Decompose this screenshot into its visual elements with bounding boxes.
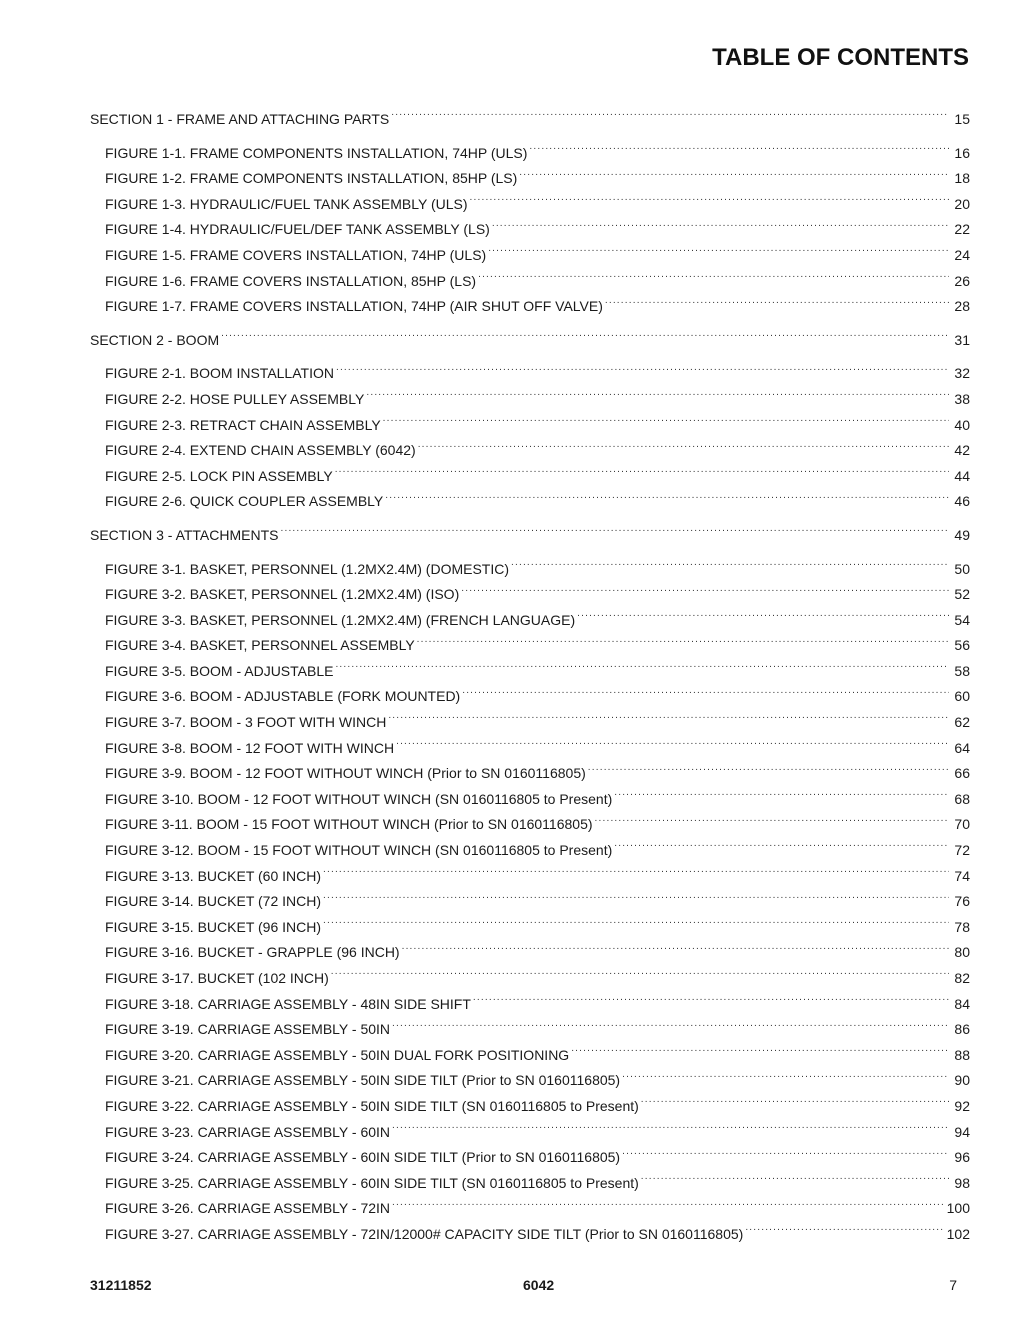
toc-entry-label: FIGURE 1-1. FRAME COMPONENTS INSTALLATION, 74HP (ULS) xyxy=(105,144,528,161)
toc-entry-label: FIGURE 3-7. BOOM - 3 FOOT WITH WINCH xyxy=(105,714,387,731)
toc-entry-label: FIGURE 2-1. BOOM INSTALLATION xyxy=(105,365,334,382)
toc-figure-entry[interactable] xyxy=(90,761,970,787)
dot-leader xyxy=(366,390,949,404)
toc-entry-page-number: 52 xyxy=(954,586,970,603)
toc-figure-entry[interactable] xyxy=(90,438,970,464)
toc-figure-entry[interactable] xyxy=(90,1196,970,1222)
toc-entry-label: FIGURE 2-6. QUICK COUPLER ASSEMBLY xyxy=(105,493,384,510)
toc-entry-label: FIGURE 2-3. RETRACT CHAIN ASSEMBLY xyxy=(105,416,381,433)
toc-section-entry[interactable] xyxy=(90,107,970,133)
toc-entry-page-number: 15 xyxy=(954,111,970,127)
toc-entry-page-number: 102 xyxy=(946,1225,970,1242)
toc-entry-page-number: 64 xyxy=(954,739,970,756)
toc-entry-label: FIGURE 3-3. BASKET, PERSONNEL (1.2MX2.4M) (FRENCH LANGUAGE) xyxy=(105,611,576,628)
toc-entry-label: SECTION 1 - FRAME AND ATTACHING PARTS xyxy=(90,111,390,127)
dot-leader xyxy=(641,1097,949,1111)
dot-leader xyxy=(511,560,949,574)
toc-entry-label: FIGURE 3-25. CARRIAGE ASSEMBLY - 60IN SIDE TILT (SN 0160116805 to Present) xyxy=(105,1174,639,1191)
toc-entry-page-number: 38 xyxy=(954,390,970,407)
toc-section-entry[interactable] xyxy=(90,523,970,549)
toc-entry-label: FIGURE 1-6. FRAME COVERS INSTALLATION, 85HP (LS) xyxy=(105,272,477,289)
toc-entry-page-number: 44 xyxy=(954,467,970,484)
dot-leader xyxy=(418,441,949,455)
dot-leader xyxy=(492,220,949,234)
toc-entry-label: FIGURE 3-15. BUCKET (96 INCH) xyxy=(105,918,322,935)
toc-figure-entry[interactable] xyxy=(90,489,970,515)
toc-entry-page-number: 20 xyxy=(954,195,970,212)
toc-entry-label: FIGURE 1-4. HYDRAULIC/FUEL/DEF TANK ASSEMBLY (LS) xyxy=(105,221,490,238)
toc-figure-entry[interactable] xyxy=(90,557,970,583)
toc-entry-page-number: 18 xyxy=(954,170,970,187)
dot-leader xyxy=(470,195,949,209)
dot-leader xyxy=(388,713,949,727)
toc-figure-entry[interactable] xyxy=(90,736,970,762)
dot-leader xyxy=(614,790,949,804)
toc-entry-page-number: 26 xyxy=(954,272,970,289)
toc-figure-entry[interactable] xyxy=(90,812,970,838)
toc-figure-entry[interactable] xyxy=(90,1068,970,1094)
toc-entry-label: FIGURE 1-5. FRAME COVERS INSTALLATION, 74HP (ULS) xyxy=(105,246,487,263)
toc-figure-entry[interactable] xyxy=(90,966,970,992)
toc-entry-label: SECTION 3 - ATTACHMENTS xyxy=(90,526,279,543)
toc-entry-page-number: 86 xyxy=(954,1021,970,1038)
toc-entry-page-number: 66 xyxy=(954,765,970,782)
toc-entry-label: FIGURE 2-4. EXTEND CHAIN ASSEMBLY (6042) xyxy=(105,442,416,459)
dot-leader xyxy=(331,969,949,983)
toc-entry-label: FIGURE 3-5. BOOM - ADJUSTABLE xyxy=(105,662,334,679)
toc-entry-page-number: 28 xyxy=(954,298,970,315)
dot-leader xyxy=(614,841,949,855)
dot-leader xyxy=(335,662,949,676)
toc-entry-page-number: 32 xyxy=(954,365,970,382)
toc-figure-entry[interactable] xyxy=(90,915,970,941)
toc-entry-page-number: 62 xyxy=(954,714,970,731)
toc-entry-label: FIGURE 3-24. CARRIAGE ASSEMBLY - 60IN SIDE TILT (Prior to SN 0160116805) xyxy=(105,1149,621,1166)
toc-figure-entry[interactable] xyxy=(90,864,970,890)
dot-leader xyxy=(392,1020,949,1034)
dot-leader xyxy=(519,169,949,183)
footer-page-number: 7 xyxy=(949,1277,957,1293)
toc-entry-page-number: 24 xyxy=(954,246,970,263)
toc-entry-page-number: 90 xyxy=(954,1072,970,1089)
toc-figure-entry[interactable] xyxy=(90,787,970,813)
dot-leader xyxy=(396,739,949,753)
toc-entry-label: FIGURE 1-2. FRAME COMPONENTS INSTALLATION, 85HP (LS) xyxy=(105,170,518,187)
toc-figure-entry[interactable] xyxy=(90,659,970,685)
toc-entry-page-number: 54 xyxy=(954,611,970,628)
toc-figure-entry[interactable] xyxy=(90,217,970,243)
toc-entry-label: FIGURE 3-4. BASKET, PERSONNEL ASSEMBLY xyxy=(105,637,415,654)
dot-leader xyxy=(577,611,949,625)
toc-figure-entry[interactable] xyxy=(90,889,970,915)
toc-entry-page-number: 74 xyxy=(954,867,970,884)
dot-leader xyxy=(641,1174,949,1188)
dot-leader xyxy=(571,1046,949,1060)
footer-document-number: 31211852 xyxy=(90,1277,152,1293)
toc-figure-entry[interactable] xyxy=(90,361,970,387)
toc-figure-entry[interactable] xyxy=(90,838,970,864)
dot-leader xyxy=(383,416,949,430)
toc-figure-entry[interactable] xyxy=(90,1171,970,1197)
toc-entry-page-number: 96 xyxy=(954,1149,970,1166)
dot-leader xyxy=(281,526,950,540)
dot-leader xyxy=(335,467,949,481)
toc-entry-label: FIGURE 3-19. CARRIAGE ASSEMBLY - 50IN xyxy=(105,1021,391,1038)
dot-leader xyxy=(588,764,949,778)
toc-entry-page-number: 88 xyxy=(954,1046,970,1063)
toc-entry-label: FIGURE 3-2. BASKET, PERSONNEL (1.2MX2.4M) (ISO) xyxy=(105,586,460,603)
toc-entry-page-number: 16 xyxy=(954,144,970,161)
toc-entry-page-number: 49 xyxy=(954,526,970,543)
dot-leader xyxy=(745,1225,943,1239)
toc-figure-entry[interactable] xyxy=(90,243,970,269)
dot-leader xyxy=(392,1199,944,1213)
footer-model: 6042 xyxy=(523,1277,555,1293)
dot-leader xyxy=(595,815,949,829)
toc-entry-page-number: 80 xyxy=(954,944,970,961)
toc-entry-page-number: 50 xyxy=(954,560,970,577)
page-title: TABLE OF CONTENTS xyxy=(712,44,969,71)
toc-entry-page-number: 100 xyxy=(946,1200,970,1217)
dot-leader xyxy=(605,297,949,311)
toc-entry-label: FIGURE 3-1. BASKET, PERSONNEL (1.2MX2.4M) (DOMESTIC) xyxy=(105,560,510,577)
toc-entry-page-number: 82 xyxy=(954,970,970,986)
toc-entry-page-number: 78 xyxy=(954,918,970,935)
toc-figure-entry[interactable] xyxy=(90,269,970,295)
toc-entry-label: FIGURE 3-12. BOOM - 15 FOOT WITHOUT WINCH (SN 0160116805 to Present) xyxy=(105,842,613,859)
dot-leader xyxy=(478,272,949,286)
dot-leader xyxy=(417,636,949,650)
toc-figure-entry[interactable] xyxy=(90,413,970,439)
toc-figure-entry[interactable] xyxy=(90,1222,970,1248)
table-of-contents xyxy=(90,107,970,1248)
toc-figure-entry[interactable] xyxy=(90,608,970,634)
dot-leader xyxy=(392,1123,949,1137)
dot-leader xyxy=(323,918,949,932)
toc-entry-page-number: 84 xyxy=(954,995,970,1012)
toc-entry-label: FIGURE 2-2. HOSE PULLEY ASSEMBLY xyxy=(105,390,365,407)
dot-leader xyxy=(221,331,949,345)
toc-entry-label: FIGURE 1-7. FRAME COVERS INSTALLATION, 74HP (AIR SHUT OFF VALVE) xyxy=(105,298,603,315)
toc-figure-entry[interactable] xyxy=(90,992,970,1018)
dot-leader xyxy=(622,1148,949,1162)
toc-entry-label: FIGURE 1-3. HYDRAULIC/FUEL TANK ASSEMBLY (ULS) xyxy=(105,195,468,212)
toc-figure-entry[interactable] xyxy=(90,1017,970,1043)
dot-leader xyxy=(323,867,949,881)
toc-figure-entry[interactable] xyxy=(90,940,970,966)
dot-leader xyxy=(402,943,949,957)
toc-entry-page-number: 68 xyxy=(954,790,970,807)
dot-leader xyxy=(622,1071,949,1085)
dot-leader xyxy=(462,687,949,701)
toc-entry-label: FIGURE 3-11. BOOM - 15 FOOT WITHOUT WINCH (Prior to SN 0160116805) xyxy=(105,816,593,833)
toc-entry-label: FIGURE 3-20. CARRIAGE ASSEMBLY - 50IN DUAL FORK POSITIONING xyxy=(105,1046,570,1063)
toc-entry-page-number: 22 xyxy=(954,221,970,238)
toc-entry-label: FIGURE 3-22. CARRIAGE ASSEMBLY - 50IN SIDE TILT (SN 0160116805 to Present) xyxy=(105,1097,639,1114)
toc-entry-page-number: 60 xyxy=(954,688,970,705)
toc-entry-page-number: 58 xyxy=(954,662,970,679)
toc-entry-page-number: 31 xyxy=(954,331,970,348)
toc-entry-page-number: 98 xyxy=(954,1174,970,1191)
toc-entry-label: FIGURE 3-6. BOOM - ADJUSTABLE (FORK MOUNTED) xyxy=(105,688,461,705)
toc-entry-page-number: 56 xyxy=(954,637,970,654)
toc-entry-label: FIGURE 3-23. CARRIAGE ASSEMBLY - 60IN xyxy=(105,1123,391,1140)
toc-figure-entry[interactable] xyxy=(90,166,970,192)
dot-leader xyxy=(529,144,949,158)
toc-entry-label: FIGURE 3-27. CARRIAGE ASSEMBLY - 72IN/12000# CAPACITY SIDE TILT (Prior to SN 0160116805) xyxy=(105,1225,744,1242)
toc-entry-label: FIGURE 3-13. BUCKET (60 INCH) xyxy=(105,867,322,884)
toc-figure-entry[interactable] xyxy=(90,1094,970,1120)
toc-entry-label: FIGURE 3-26. CARRIAGE ASSEMBLY - 72IN xyxy=(105,1200,391,1217)
toc-entry-label: FIGURE 3-18. CARRIAGE ASSEMBLY - 48IN SIDE SHIFT xyxy=(105,995,471,1012)
dot-leader xyxy=(461,585,949,599)
toc-entry-page-number: 70 xyxy=(954,816,970,833)
toc-entry-page-number: 40 xyxy=(954,416,970,433)
toc-entry-label: SECTION 2 - BOOM xyxy=(90,331,220,348)
toc-entry-page-number: 72 xyxy=(954,842,970,859)
toc-figure-entry[interactable] xyxy=(90,1043,970,1069)
toc-entry-label: FIGURE 3-17. BUCKET (102 INCH) xyxy=(105,970,329,986)
toc-figure-entry[interactable] xyxy=(90,582,970,608)
dot-leader xyxy=(336,364,949,378)
toc-entry-page-number: 42 xyxy=(954,442,970,459)
toc-entry-page-number: 76 xyxy=(954,893,970,910)
toc-entry-page-number: 46 xyxy=(954,493,970,510)
toc-entry-page-number: 94 xyxy=(954,1123,970,1140)
toc-entry-label: FIGURE 3-21. CARRIAGE ASSEMBLY - 50IN SIDE TILT (Prior to SN 0160116805) xyxy=(105,1072,621,1089)
toc-figure-entry[interactable] xyxy=(90,464,970,490)
toc-figure-entry[interactable] xyxy=(90,192,970,218)
toc-entry-label: FIGURE 3-8. BOOM - 12 FOOT WITH WINCH xyxy=(105,739,395,756)
toc-entry-page-number: 92 xyxy=(954,1097,970,1114)
toc-figure-entry[interactable] xyxy=(90,684,970,710)
dot-leader xyxy=(488,246,949,260)
toc-figure-entry[interactable] xyxy=(90,1145,970,1171)
toc-figure-entry[interactable] xyxy=(90,633,970,659)
dot-leader xyxy=(385,492,949,506)
toc-figure-entry[interactable] xyxy=(90,294,970,320)
toc-figure-entry[interactable] xyxy=(90,710,970,736)
dot-leader xyxy=(473,995,949,1009)
toc-entry-label: FIGURE 3-14. BUCKET (72 INCH) xyxy=(105,893,322,910)
toc-entry-label: FIGURE 3-9. BOOM - 12 FOOT WITHOUT WINCH (Prior to SN 0160116805) xyxy=(105,765,586,782)
toc-entry-label: FIGURE 3-10. BOOM - 12 FOOT WITHOUT WINCH (SN 0160116805 to Present) xyxy=(105,790,613,807)
toc-entry-label: FIGURE 3-16. BUCKET - GRAPPLE (96 INCH) xyxy=(105,944,400,961)
toc-section-entry[interactable] xyxy=(90,328,970,354)
toc-figure-entry[interactable] xyxy=(90,1120,970,1146)
dot-leader xyxy=(391,110,949,124)
toc-figure-entry[interactable] xyxy=(90,141,970,167)
dot-leader xyxy=(323,892,949,906)
toc-entry-label: FIGURE 2-5. LOCK PIN ASSEMBLY xyxy=(105,467,333,484)
toc-figure-entry[interactable] xyxy=(90,387,970,413)
